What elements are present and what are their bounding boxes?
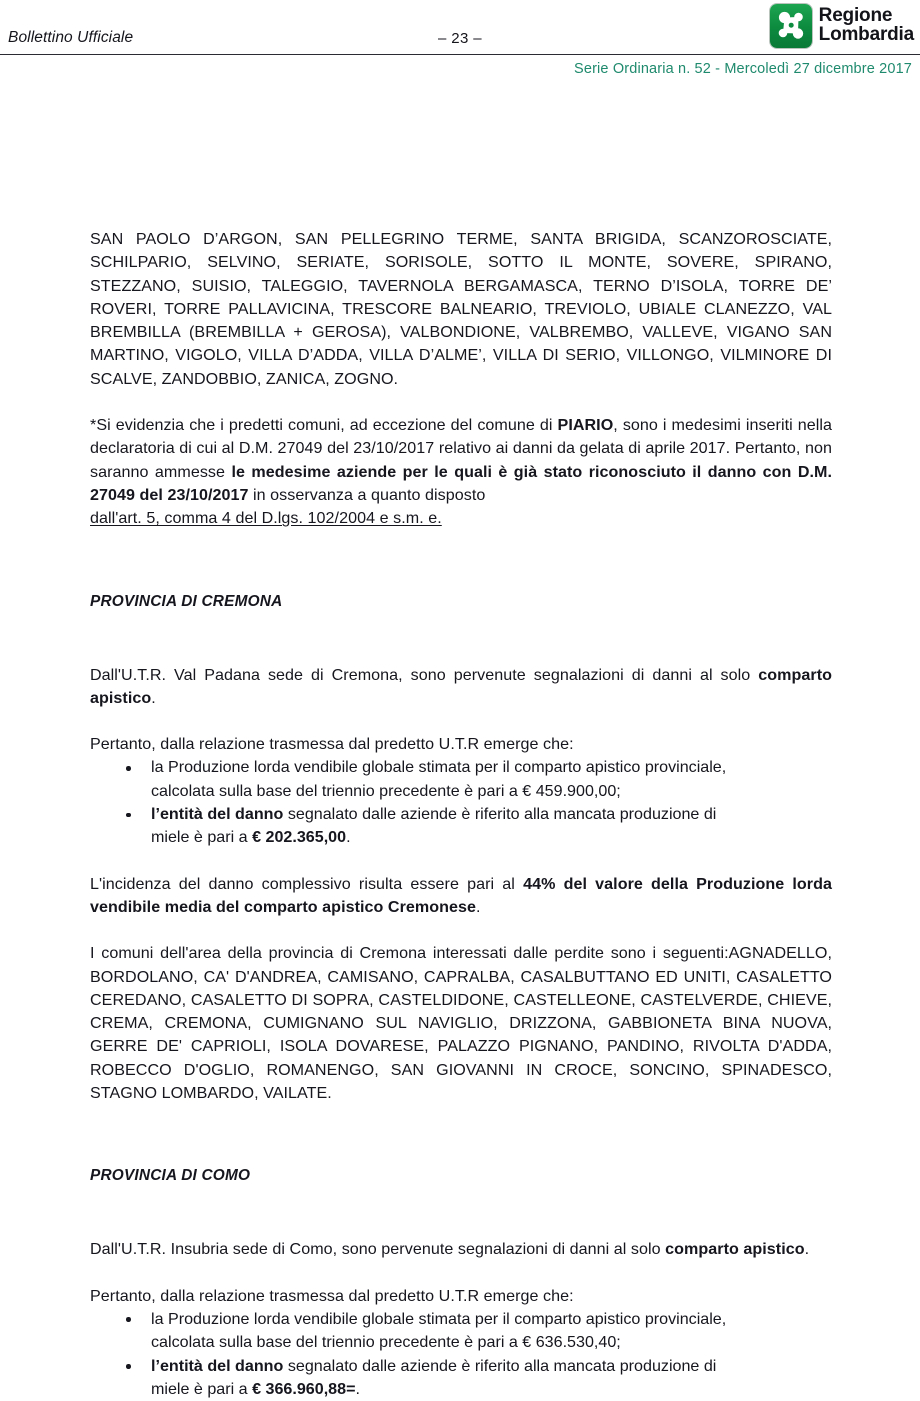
spacer	[90, 1262, 832, 1285]
logo-wordmark	[819, 7, 914, 44]
list-cremona-danni	[90, 756, 832, 849]
spacer	[90, 710, 832, 733]
spacer	[90, 611, 832, 664]
nota-text-part2: , sono i medesimi inseriti nella declaratoria di cui al D.M. 27049 del 23/10/2017 relativo ai danni da gelata di aprile 2017. Pertanto, non saranno ammesse	[90, 416, 832, 481]
cremona-bullet2-line2	[151, 826, 832, 849]
paragraph-comuni-bergamo: SAN PAOLO D’ARGON, SAN PELLEGRINO TERME, SANTA BRIGIDA, SCANZOROSCIATE, SCHILPARIO, SELVINO, SERIATE, SORISOLE, SOTTO IL MONTE, SOVERE, SPIRANO, STEZZANO, SUISIO, TALEGGIO, TAVERNOLA BERGAMASCA, TERNO D’ISOLA, TORRE DE’ ROVERI, TORRE PALLAVICINA, TRESCORE BALNEARIO, TREVIOLO, UBIALE CLANEZZO, VAL BREMBILLA (BREMBILLA + GEROSA), VALBONDIONE, VALBREMBO, VALLEVE, VIGANO SAN MARTINO, VIGOLO, VILLA D’ADDA, VILLA D’ALME’, VILLA DI SERIO, VILLONGO, VILMINORE DI SCALVE, ZANDOBBIO, ZANICA, ZOGNO.	[90, 228, 832, 391]
como-bullet2-text: segnalato dalle aziende è riferito alla mancata produzione di	[283, 1357, 716, 1375]
como-intro-part1: Dall'U.T.R. Insubria sede di Como, sono pervenute segnalazioni di danni al solo	[90, 1240, 665, 1258]
logo-line-lombardia: Lombardia	[819, 26, 914, 45]
paragraph-como-intro	[90, 1238, 832, 1261]
nota-text-part3: in osservanza a quanto disposto	[249, 486, 486, 504]
page-header	[0, 0, 920, 92]
cremona-incidenza-bold: 44% del valore della Produzione lorda vendibile media del comparto apistico Cremonese	[90, 875, 832, 916]
header-divider	[0, 54, 920, 55]
paragraph-cremona-pertanto: Pertanto, dalla relazione trasmessa dal predetto U.T.R emerge che:	[90, 733, 832, 756]
como-intro-bold: comparto apistico	[665, 1240, 804, 1258]
regione-lombardia-logo	[770, 4, 914, 48]
spacer	[90, 391, 832, 414]
como-danno-value: € 366.960,88=	[252, 1380, 355, 1398]
paragraph-nota-asterisco	[90, 414, 832, 530]
spacer	[90, 1105, 832, 1167]
paragraph-cremona-incidenza	[90, 873, 832, 920]
nota-text-part1: *Si evidenzia che i predetti comuni, ad eccezione del comune di	[90, 416, 558, 434]
cremona-intro-part2: .	[151, 689, 156, 707]
nota-underlined-riferimento: dall'art. 5, comma 4 del D.lgs. 102/2004 e s.m. e.	[90, 507, 832, 530]
bollettino-title: Bollettino Ufficiale	[8, 29, 133, 47]
nota-bold-aziende: le medesime aziende per le quali è già stato riconosciuto il danno con D.M. 27049 del 23/10/2017	[90, 463, 832, 504]
spacer	[90, 919, 832, 942]
heading-provincia-como: PROVINCIA DI COMO	[90, 1167, 832, 1185]
cremona-incidenza-part1: L'incidenza del danno complessivo risulta essere pari al	[90, 875, 523, 893]
cremona-intro-part1: Dall'U.T.R. Val Padana sede di Cremona, sono pervenute segnalazioni di danni al solo	[90, 666, 758, 684]
cremona-bullet1-line2	[151, 780, 832, 803]
cremona-plv-value: 459.900,00;	[536, 782, 621, 800]
cremona-incidenza-part2: .	[476, 898, 481, 916]
paragraph-cremona-comuni-intro	[90, 942, 832, 1105]
lombardy-rose-icon	[770, 4, 812, 48]
cremona-comuni-intro: I comuni dell'area della provincia di Cremona interessati dalle perdite sono i seguenti:	[90, 944, 729, 962]
serie-ordinaria-label: Serie Ordinaria n. 52 - Mercoledì 27 dicembre 2017	[574, 61, 912, 77]
cremona-danno-value: € 202.365,00	[252, 828, 346, 846]
list-como-danni	[90, 1308, 832, 1401]
como-bullet1-line1: la Produzione lorda vendibile globale stimata per il comparto apistico provinciale,	[151, 1310, 726, 1328]
como-bullet1-line2	[151, 1331, 832, 1354]
list-item	[90, 1355, 832, 1401]
como-bullet2-line2	[151, 1378, 832, 1401]
como-bullet1-line2-pre: calcolata sulla base del triennio precedente è pari a €	[151, 1333, 536, 1351]
paragraph-como-pertanto: Pertanto, dalla relazione trasmessa dal predetto U.T.R emerge che:	[90, 1285, 832, 1308]
logo-line-regione: Regione	[819, 7, 914, 26]
document-content	[90, 228, 832, 1401]
paragraph-cremona-intro	[90, 664, 832, 711]
list-item	[90, 1308, 832, 1355]
page-number: – 23 –	[0, 30, 920, 47]
heading-provincia-cremona: PROVINCIA DI CREMONA	[90, 593, 832, 611]
cremona-bullet1-line1: la Produzione lorda vendibile globale stimata per il comparto apistico provinciale,	[151, 758, 726, 776]
cremona-bullet2-bold: l’entità del danno	[151, 805, 283, 823]
cremona-bullet2-text: segnalato dalle aziende è riferito alla mancata produzione di	[283, 805, 716, 823]
cremona-bullet2-line2-pre: miele è pari a	[151, 828, 252, 846]
como-intro-part2: .	[805, 1240, 810, 1258]
como-bullet2-line2-pre: miele è pari a	[151, 1380, 252, 1398]
cremona-bullet2-line2-post: .	[346, 828, 350, 846]
como-plv-value: 636.530,40;	[536, 1333, 621, 1351]
como-bullet2-bold: l’entità del danno	[151, 1357, 283, 1375]
list-item	[90, 756, 832, 803]
spacer	[90, 850, 832, 873]
cremona-comuni-list: AGNADELLO, BORDOLANO, CA' D'ANDREA, CAMISANO, CAPRALBA, CASALBUTTANO ED UNITI, CASALETTO CEREDANO, CASALETTO DI SOPRA, CASTELDIDONE, CASTELLEONE, CASTELVERDE, CHIEVE, CREMA, CREMONA, CUMIGNANO SUL NAVIGLIO, DRIZZONA, GABBIONETA BINA NUOVA, GERRE DE' CAPRIOLI, ISOLA DOVARESE, PALAZZO PIGNANO, PANDINO, RIVOLTA D'ADDA, ROBECCO D'OGLIO, ROMANENGO, SAN GIOVANNI IN CROCE, SONCINO, SPINADESCO, STAGNO LOMBARDO, VAILATE.	[90, 944, 832, 1102]
spacer	[90, 531, 832, 593]
nota-bold-piario: PIARIO	[558, 416, 614, 434]
list-item	[90, 803, 832, 850]
cremona-intro-bold: comparto apistico	[90, 666, 832, 707]
como-bullet2-line2-post: .	[355, 1380, 359, 1398]
spacer	[90, 1185, 832, 1238]
cremona-bullet1-line2-pre: calcolata sulla base del triennio precedente è pari a €	[151, 782, 536, 800]
